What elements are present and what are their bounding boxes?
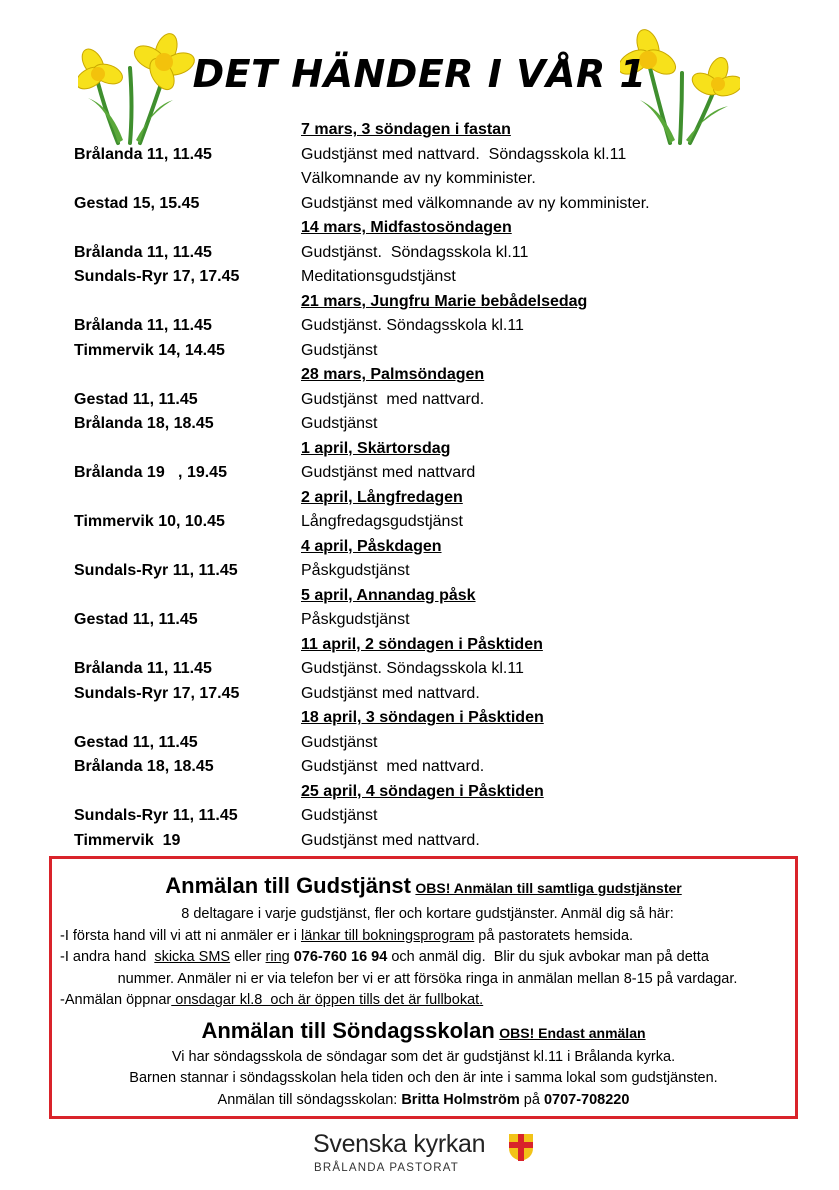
call-link[interactable]: ring <box>265 949 290 965</box>
schedule-row <box>74 559 794 584</box>
schedule-place-time: Brålanda 18, 18.45 <box>74 415 214 433</box>
schedule-event: Gudstjänst med välkomnande av ny komminister. <box>301 194 650 212</box>
sundayschool-paragraph-3 <box>52 1090 795 1112</box>
sundayschool-title: Anmälan till Söndagsskolan <box>201 1017 495 1043</box>
sundayschool-heading <box>52 1018 795 1044</box>
registration-paragraph-4: nummer. Anmäler ni er via telefon ber vi er att försöka ringa in anmälan mellan 8-15 på vardagar. <box>117 970 738 987</box>
schedule-place-time: Sundals-Ryr 17, 17.45 <box>74 684 240 702</box>
schedule-date-heading <box>74 584 794 609</box>
schedule-row <box>74 265 794 290</box>
schedule-place-time: Gestad 15, 15.45 <box>74 194 200 212</box>
phone-number: 076-760 16 94 <box>289 949 388 965</box>
text-span: Anmälan till söndagsskolan: <box>217 1091 402 1108</box>
text-span: -I andra hand <box>60 949 155 965</box>
schedule-row <box>74 339 794 364</box>
schedule-event: Gudstjänst. Söndagsskola kl.11 <box>301 243 529 261</box>
text-span: -I första hand vill vi att ni anmäler er i <box>60 927 301 944</box>
schedule-row <box>74 412 794 437</box>
schedule-date-label: 1 april, Skärtorsdag <box>301 439 451 457</box>
schedule-event: Gudstjänst med nattvard <box>301 464 476 482</box>
schedule-place-time: Sundals-Ryr 11, 11.45 <box>74 807 238 825</box>
schedule-date-heading <box>74 290 794 315</box>
schedule-row <box>74 657 794 682</box>
schedule-row <box>74 461 794 486</box>
schedule-date-label: 5 april, Annandag påsk <box>301 586 476 604</box>
schedule-place-time: Gestad 11, 11.45 <box>74 390 198 408</box>
schedule-list <box>74 118 794 853</box>
sundayschool-paragraph-1: Vi har söndagsskola de söndagar som det är gudstjänst kl.11 i Brålanda kyrka. <box>171 1048 676 1065</box>
contact-name: Britta Holmström <box>401 1091 520 1108</box>
schedule-date-heading <box>74 780 794 805</box>
registration-obs: OBS! Anmälan till samtliga gudstjänster <box>415 880 682 896</box>
schedule-row <box>74 241 794 266</box>
schedule-date-label: 21 mars, Jungfru Marie bebådelsedag <box>301 292 588 310</box>
booking-link[interactable]: länkar till bokningsprogram <box>300 927 475 944</box>
schedule-place-time: Timmervik 14, 14.45 <box>74 341 225 359</box>
text-span: och anmäl dig. Blir du sjuk avbokar man på detta <box>387 949 709 965</box>
schedule-date-heading <box>74 118 794 143</box>
sundayschool-body <box>52 1047 795 1112</box>
sms-link[interactable]: skicka SMS <box>154 949 231 965</box>
registration-paragraph-3 <box>60 947 795 969</box>
sundayschool-obs: OBS! Endast anmälan <box>499 1024 646 1041</box>
schedule-row <box>74 682 794 707</box>
schedule-date-label: 2 april, Långfredagen <box>301 488 463 506</box>
schedule-place-time: Brålanda 11, 11.45 <box>74 145 212 163</box>
schedule-date-heading <box>74 363 794 388</box>
schedule-date-label: 18 april, 3 söndagen i Påsktiden <box>301 709 544 727</box>
schedule-date-label: 7 mars, 3 söndagen i fastan <box>301 121 511 139</box>
schedule-row <box>74 314 794 339</box>
schedule-event: Långfredagsgudstjänst <box>301 513 463 531</box>
text-span: på <box>519 1091 544 1108</box>
schedule-place-time: Brålanda 11, 11.45 <box>74 317 212 335</box>
schedule-date-label: 25 april, 4 söndagen i Påsktiden <box>301 782 544 800</box>
schedule-row <box>74 167 794 192</box>
schedule-date-label: 28 mars, Palmsöndagen <box>301 366 485 384</box>
schedule-event: Gudstjänst. Söndagsskola kl.11 <box>301 660 524 678</box>
text-span: eller <box>230 949 266 965</box>
schedule-row <box>74 608 794 633</box>
schedule-date-label: 14 mars, Midfastosöndagen <box>301 219 512 237</box>
registration-paragraph-2 <box>60 926 795 948</box>
schedule-place-time: Sundals-Ryr 17, 17.45 <box>74 268 240 286</box>
schedule-row <box>74 388 794 413</box>
schedule-event: Gudstjänst <box>301 415 378 433</box>
schedule-row <box>74 143 794 168</box>
schedule-place-time: Timmervik 19 <box>74 831 181 849</box>
schedule-event: Gudstjänst <box>301 807 378 825</box>
schedule-place-time: Brålanda 11, 11.45 <box>74 660 212 678</box>
schedule-event: Gudstjänst med nattvard. <box>301 390 485 408</box>
schedule-event: Gudstjänst <box>301 733 378 751</box>
contact-phone: 0707-708220 <box>543 1091 630 1108</box>
text-span: -Anmälan öppnar <box>60 992 172 1008</box>
schedule-place-time: Brålanda 11, 11.45 <box>74 243 212 261</box>
schedule-row <box>74 731 794 756</box>
registration-heading <box>52 873 795 899</box>
logo-subtitle: BRÅLANDA PASTORAT <box>314 1162 460 1174</box>
schedule-event: Gudstjänst <box>301 341 378 359</box>
schedule-row <box>74 192 794 217</box>
schedule-place-time: Brålanda 19 , 19.45 <box>74 464 227 482</box>
schedule-event: Påskgudstjänst <box>301 611 410 629</box>
page-title: DET HÄNDER I VÅR 1 <box>192 52 647 96</box>
schedule-date-heading <box>74 535 794 560</box>
registration-box <box>49 856 798 1119</box>
schedule-row <box>74 804 794 829</box>
schedule-place-time: Timmervik 10, 10.45 <box>74 513 225 531</box>
schedule-place-time: Gestad 11, 11.45 <box>74 611 198 629</box>
schedule-place-time: Sundals-Ryr 11, 11.45 <box>74 562 238 580</box>
schedule-row <box>74 755 794 780</box>
registration-title: Anmälan till Gudstjänst <box>165 873 411 898</box>
schedule-event: Gudstjänst med nattvard. Söndagsskola kl.11 <box>301 145 627 163</box>
schedule-event: Gudstjänst med nattvard. <box>301 758 485 776</box>
text-span: på pastoratets hemsida. <box>474 927 634 944</box>
opening-hours-text: onsdagar kl.8 och är öppen tills det är fullbokat. <box>171 992 484 1008</box>
schedule-event: Välkomnande av ny komminister. <box>301 170 536 188</box>
schedule-date-heading <box>74 633 794 658</box>
schedule-row <box>74 829 794 854</box>
church-crest-icon <box>507 1132 535 1162</box>
schedule-row <box>74 510 794 535</box>
registration-paragraph-1: 8 deltagare i varje gudstjänst, fler och kortare gudstjänster. Anmäl dig så här: <box>181 906 674 922</box>
schedule-event: Gudstjänst med nattvard. <box>301 684 480 702</box>
schedule-event: Påskgudstjänst <box>301 562 410 580</box>
schedule-date-label: 4 april, Påskdagen <box>301 537 442 555</box>
schedule-date-label: 11 april, 2 söndagen i Påsktiden <box>301 635 543 653</box>
registration-paragraph-5 <box>60 990 795 1012</box>
sundayschool-paragraph-2: Barnen stannar i söndagsskolan hela tiden och den är inte i samma lokal som gudstjänsten. <box>129 1070 718 1086</box>
schedule-date-heading <box>74 437 794 462</box>
registration-body <box>52 904 795 1012</box>
schedule-place-time: Brålanda 18, 18.45 <box>74 758 214 776</box>
schedule-date-heading <box>74 706 794 731</box>
schedule-date-heading <box>74 486 794 511</box>
svenska-kyrkan-logo <box>313 1130 543 1180</box>
schedule-event: Meditationsgudstjänst <box>301 268 456 286</box>
schedule-date-heading <box>74 216 794 241</box>
schedule-place-time: Gestad 11, 11.45 <box>74 733 198 751</box>
schedule-event: Gudstjänst med nattvard. <box>301 831 480 849</box>
schedule-event: Gudstjänst. Söndagsskola kl.11 <box>301 317 524 335</box>
logo-name: Svenska kyrkan <box>313 1130 486 1158</box>
